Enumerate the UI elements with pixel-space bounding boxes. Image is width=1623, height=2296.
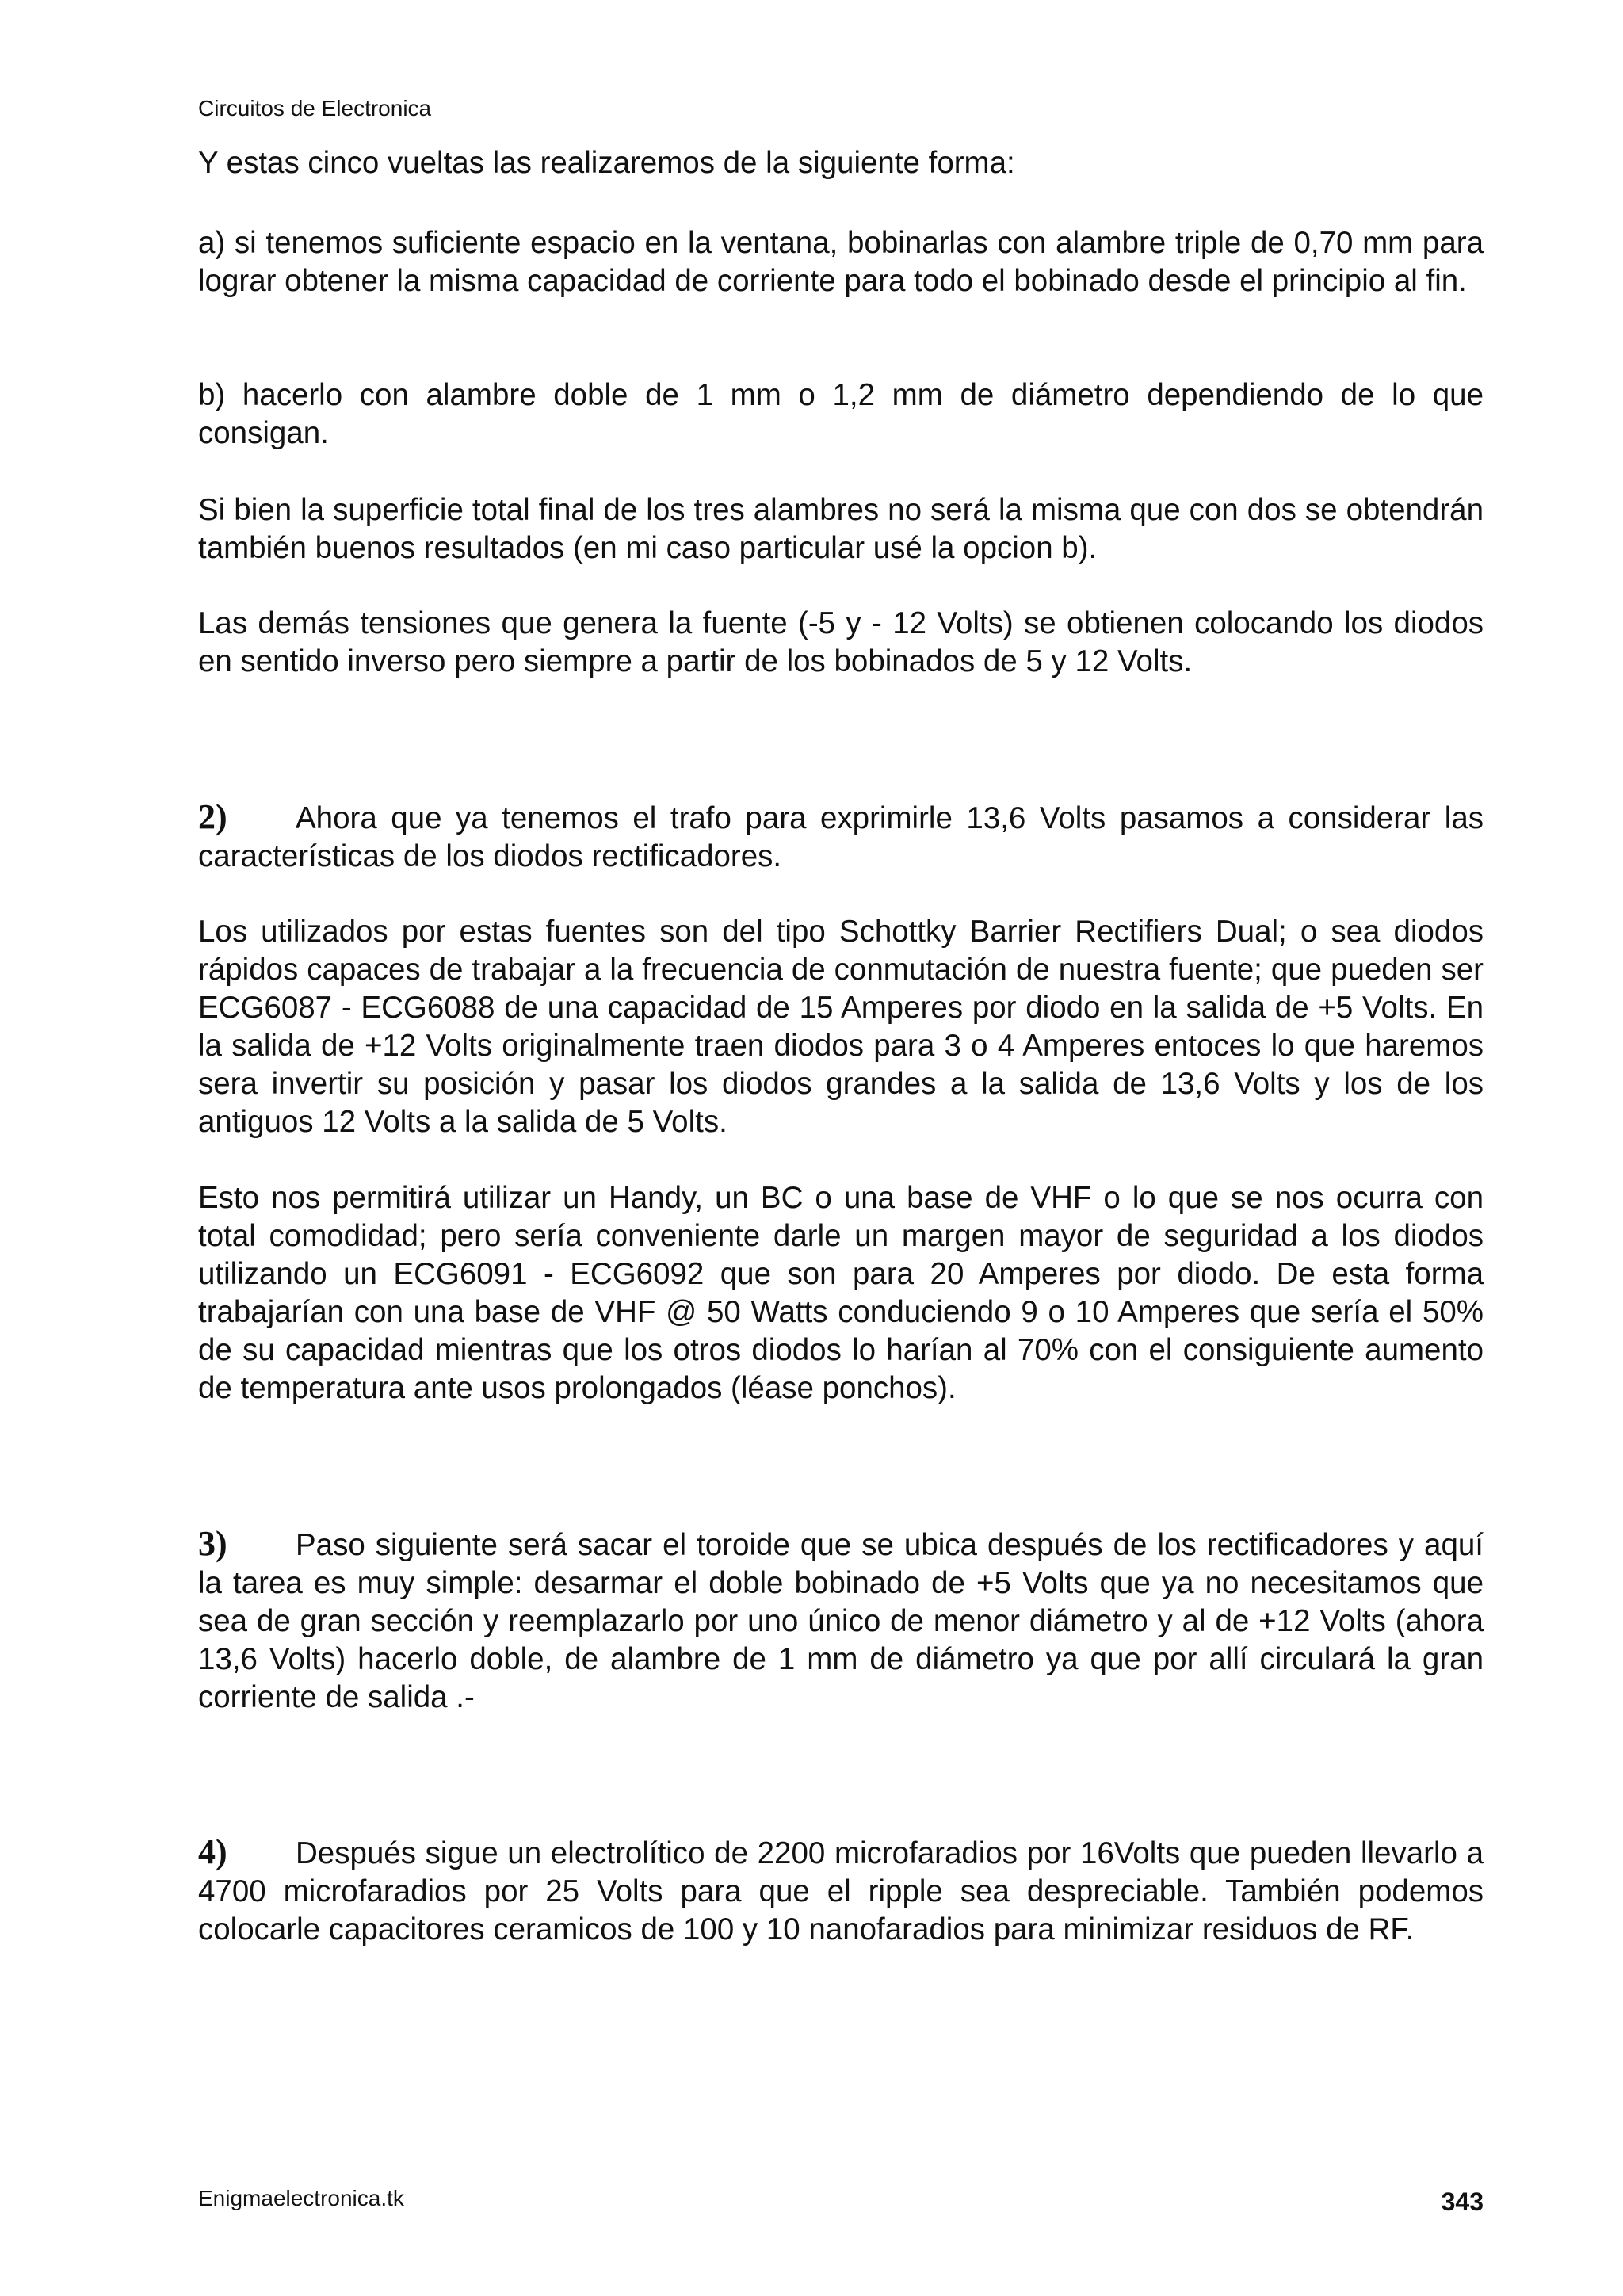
section-2 — [198, 798, 1484, 876]
section-3 — [198, 1525, 1484, 1717]
page-header: Circuitos de Electronica — [198, 96, 432, 120]
paragraph-text: a) si tenemos suficiente espacio en la ventana, bobinarlas con alambre triple de 0,70 mm para lograr obtener la misma capacidad de corriente para todo el bobinado desde el principio al fin. — [198, 226, 1484, 298]
section-text: Después sigue un electrolítico de 2200 microfaradios por 16Volts que pueden llevarlo a 4700 microfaradios por 25 Volts para que el ripple sea despreciable. También podemos colocarle capacitores ceramicos de 100 y 10 nanofaradios para minimizar residuos de RF. — [198, 1836, 1484, 1946]
paragraph-si-bien — [198, 491, 1484, 567]
section-3-text — [198, 1525, 1484, 1717]
page-number: 343 — [1441, 2187, 1484, 2216]
paragraph-schottky — [198, 913, 1484, 1141]
paragraph-text: Esto nos permitirá utilizar un Handy, un BC o una base de VHF o lo que se nos ocurra con total comodidad; pero sería conveniente darle un margen mayor de seguridad a los diodos utilizando un ECG6091 - ECG6092 que son para 20 Amperes por diodo. De esta forma trabajarían con una base de VHF @ 50 Watts conduciendo 9 o 10 Amperes que sería el 50% de su capacidad mientras que los otros diodos lo harían al 70% con el consiguiente aumento de temperatura ante usos prolongados (léase ponchos). — [198, 1181, 1484, 1405]
section-2-intro — [198, 798, 1484, 876]
section-number: 4) — [198, 1832, 227, 1871]
paragraph-intro — [198, 144, 1484, 182]
section-4 — [198, 1833, 1484, 1949]
paragraph-text: Las demás tensiones que genera la fuente (-5 y - 12 Volts) se obtienen colocando los diodos en sentido inverso pero siempre a partir de los bobinados de 5 y 12 Volts. — [198, 606, 1484, 678]
paragraph-handy — [198, 1179, 1484, 1408]
paragraph-text: Los utilizados por estas fuentes son del tipo Schottky Barrier Rectifiers Dual; o sea diodos rápidos capaces de trabajar a la frecuencia de conmutación de nuestra fuente; que pueden ser ECG6087 - ECG6088 de una capacidad de 15 Amperes por diodo en la salida de +5 Volts. En la salida de +12 Volts originalmente traen diodos para 3 o 4 Amperes entoces lo que haremos sera invertir su posición y pasar los diodos grandes a la salida de 13,6 Volts y los de los antiguos 12 Volts a la salida de 5 Volts. — [198, 915, 1484, 1139]
paragraph-text: Y estas cinco vueltas las realizaremos de la siguiente forma: — [198, 146, 1015, 180]
section-text: Paso siguiente será sacar el toroide que se ubica después de los rectificadores y aquí la tarea es muy simple: desarmar el doble bobinado de +5 Volts que ya no necesitamos que sea de gran sección y reemplazarlo por uno único de menor diámetro y al de +12 Volts (ahora 13,6 Volts) hacerlo doble, de alambre de 1 mm de diámetro ya que por allí circulará la gran corriente de salida .- — [198, 1528, 1484, 1714]
section-number: 3) — [198, 1524, 227, 1563]
paragraph-option-a — [198, 224, 1484, 300]
paragraph-text: b) hacerlo con alambre doble de 1 mm o 1,2 mm de diámetro dependiendo de lo que consigan. — [198, 378, 1484, 450]
section-text: Ahora que ya tenemos el trafo para exprimirle 13,6 Volts pasamos a considerar las características de los diodos rectificadores. — [198, 801, 1484, 873]
paragraph-option-b — [198, 376, 1484, 453]
section-number: 2) — [198, 797, 227, 836]
section-4-text — [198, 1833, 1484, 1949]
footer-site: Enigmaelectronica.tk — [198, 2186, 404, 2210]
paragraph-text: Si bien la superficie total final de los tres alambres no será la misma que con dos se obtendrán también buenos resultados (en mi caso particular usé la opcion b). — [198, 493, 1484, 565]
paragraph-demas-tensiones — [198, 605, 1484, 681]
